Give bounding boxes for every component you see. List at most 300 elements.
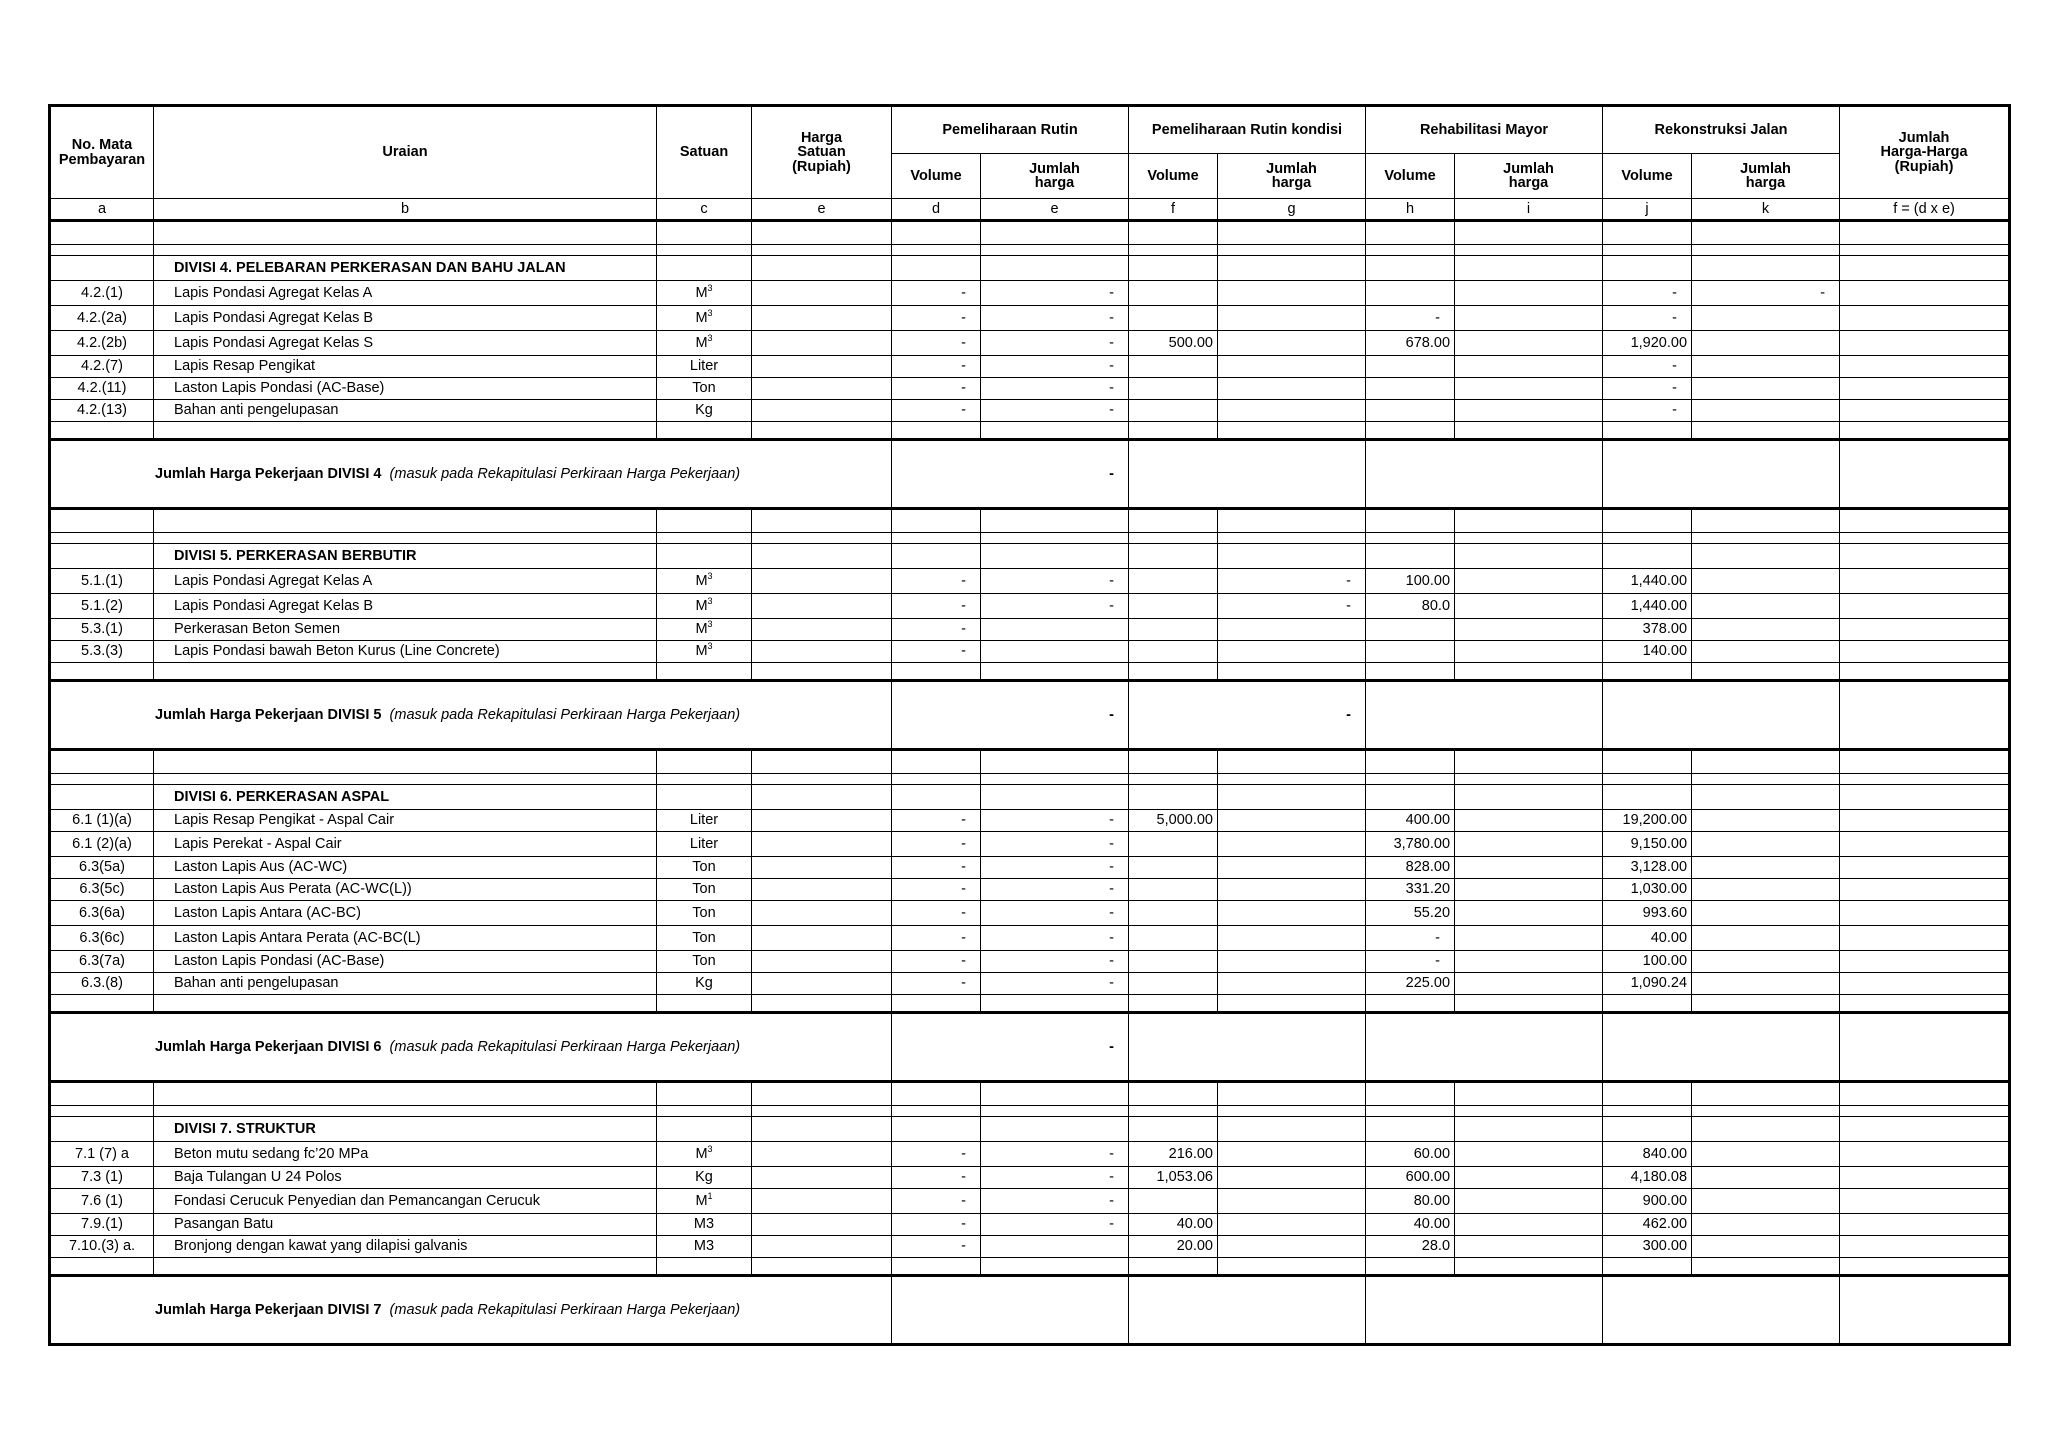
value-cell: - bbox=[892, 832, 981, 857]
total-note-text: (masuk pada Rekapitulasi Perkiraan Harga Pekerjaan) bbox=[389, 1301, 741, 1318]
empty-cell bbox=[1840, 995, 2010, 1013]
value-cell: 4,180.08 bbox=[1603, 1167, 1692, 1189]
empty-cell bbox=[1603, 750, 1692, 774]
empty-cell bbox=[1840, 663, 2010, 681]
empty-cell bbox=[752, 422, 892, 440]
value-cell: 28.0 bbox=[1366, 1236, 1455, 1258]
value-cell bbox=[1455, 1167, 1603, 1189]
value-cell bbox=[1840, 331, 2010, 356]
value-cell: - bbox=[1366, 951, 1455, 973]
empty-cell bbox=[1692, 663, 1840, 681]
item-description: Bahan anti pengelupasan bbox=[154, 400, 657, 422]
total-label-text: Jumlah Harga Pekerjaan DIVISI 6 bbox=[155, 1038, 382, 1055]
empty-cell bbox=[892, 785, 981, 810]
empty-cell bbox=[1366, 785, 1455, 810]
value-cell: 500.00 bbox=[1129, 331, 1218, 356]
empty-cell bbox=[1218, 1082, 1366, 1106]
value-cell: 1,053.06 bbox=[1129, 1167, 1218, 1189]
item-unit bbox=[657, 641, 752, 663]
value-cell bbox=[1455, 951, 1603, 973]
item-unit bbox=[657, 306, 752, 331]
empty-cell bbox=[981, 785, 1129, 810]
empty-cell bbox=[1603, 256, 1692, 281]
value-cell bbox=[1455, 331, 1603, 356]
empty-cell bbox=[1603, 785, 1692, 810]
empty-cell bbox=[1603, 509, 1692, 533]
item-description: Pasangan Batu bbox=[154, 1214, 657, 1236]
total-label-text: Jumlah Harga Pekerjaan DIVISI 7 bbox=[155, 1301, 382, 1318]
empty-cell bbox=[1692, 533, 1840, 544]
value-cell bbox=[1692, 1167, 1840, 1189]
value-cell: 462.00 bbox=[1603, 1214, 1692, 1236]
value-cell bbox=[1692, 901, 1840, 926]
value-cell bbox=[1692, 306, 1840, 331]
empty-cell bbox=[657, 256, 752, 281]
value-cell: 331.20 bbox=[1366, 879, 1455, 901]
spacer-row bbox=[50, 533, 2010, 544]
value-cell bbox=[752, 810, 892, 832]
col-letter: f bbox=[1129, 199, 1218, 221]
value-cell bbox=[752, 1167, 892, 1189]
empty-cell bbox=[1366, 1117, 1455, 1142]
division-heading-row bbox=[50, 544, 2010, 569]
empty-cell bbox=[752, 785, 892, 810]
col-letter: c bbox=[657, 199, 752, 221]
empty-cell bbox=[1603, 663, 1692, 681]
value-cell bbox=[1129, 1189, 1218, 1214]
item-description: Lapis Pondasi Agregat Kelas A bbox=[154, 569, 657, 594]
unit-label: M3 bbox=[693, 1238, 715, 1255]
empty-cell bbox=[752, 1117, 892, 1142]
value-cell: 993.60 bbox=[1603, 901, 1692, 926]
empty-cell bbox=[154, 663, 657, 681]
empty-cell bbox=[1218, 544, 1366, 569]
item-number: 4.2.(13) bbox=[50, 400, 154, 422]
item-unit bbox=[657, 378, 752, 400]
value-cell bbox=[752, 594, 892, 619]
value-cell bbox=[1840, 1214, 2010, 1236]
item-number: 6.3.(8) bbox=[50, 973, 154, 995]
empty-cell bbox=[1129, 785, 1218, 810]
table-row bbox=[50, 281, 2010, 306]
value-cell bbox=[1218, 1142, 1366, 1167]
value-cell bbox=[1218, 356, 1366, 378]
item-number: 7.3 (1) bbox=[50, 1167, 154, 1189]
empty-cell bbox=[657, 221, 752, 245]
division-total-value bbox=[1603, 1276, 1840, 1345]
value-cell bbox=[1455, 901, 1603, 926]
division-total-value bbox=[1603, 1013, 1840, 1082]
table-row bbox=[50, 594, 2010, 619]
empty-cell bbox=[752, 509, 892, 533]
value-cell bbox=[1692, 356, 1840, 378]
value-cell: 60.00 bbox=[1366, 1142, 1455, 1167]
empty-cell bbox=[981, 256, 1129, 281]
empty-cell bbox=[1455, 663, 1603, 681]
empty-cell bbox=[1692, 995, 1840, 1013]
empty-cell bbox=[981, 774, 1129, 785]
empty-cell bbox=[1366, 1106, 1455, 1117]
table-row bbox=[50, 857, 2010, 879]
unit-label: Ton bbox=[692, 380, 716, 397]
value-cell bbox=[752, 356, 892, 378]
item-unit bbox=[657, 400, 752, 422]
value-cell: - bbox=[1366, 926, 1455, 951]
empty-cell bbox=[1366, 774, 1455, 785]
empty-cell bbox=[1129, 509, 1218, 533]
value-cell bbox=[1455, 973, 1603, 995]
value-cell: - bbox=[892, 331, 981, 356]
item-description: Fondasi Cerucuk Penyedian dan Pemancangan Cerucuk bbox=[154, 1189, 657, 1214]
empty-cell bbox=[892, 422, 981, 440]
item-unit bbox=[657, 281, 752, 306]
empty-cell bbox=[1218, 1106, 1366, 1117]
empty-cell bbox=[1218, 663, 1366, 681]
empty-cell bbox=[1129, 422, 1218, 440]
table-row bbox=[50, 1142, 2010, 1167]
value-cell bbox=[752, 378, 892, 400]
empty-cell bbox=[1840, 422, 2010, 440]
value-cell bbox=[1129, 879, 1218, 901]
empty-cell bbox=[657, 785, 752, 810]
value-cell bbox=[1218, 810, 1366, 832]
item-number: 6.3(5c) bbox=[50, 879, 154, 901]
unit-exponent: 3 bbox=[707, 595, 713, 606]
item-description: Bronjong dengan kawat yang dilapisi galvanis bbox=[154, 1236, 657, 1258]
item-unit bbox=[657, 926, 752, 951]
value-cell bbox=[981, 641, 1129, 663]
value-cell: 140.00 bbox=[1603, 641, 1692, 663]
empty-cell bbox=[1129, 1117, 1218, 1142]
value-cell: - bbox=[892, 1167, 981, 1189]
col-letter: i bbox=[1455, 199, 1603, 221]
item-unit bbox=[657, 832, 752, 857]
value-cell: 900.00 bbox=[1603, 1189, 1692, 1214]
empty-cell bbox=[981, 509, 1129, 533]
empty-cell bbox=[1603, 774, 1692, 785]
value-cell bbox=[1840, 281, 2010, 306]
table-row bbox=[50, 1214, 2010, 1236]
item-number: 6.3(6c) bbox=[50, 926, 154, 951]
value-cell bbox=[1129, 973, 1218, 995]
item-description: Perkerasan Beton Semen bbox=[154, 619, 657, 641]
value-cell bbox=[1129, 378, 1218, 400]
value-cell bbox=[1840, 901, 2010, 926]
table-row bbox=[50, 331, 2010, 356]
value-cell bbox=[1129, 926, 1218, 951]
value-cell: 55.20 bbox=[1366, 901, 1455, 926]
table-row bbox=[50, 306, 2010, 331]
unit-label: Ton bbox=[692, 904, 716, 921]
value-cell bbox=[1692, 400, 1840, 422]
value-cell bbox=[1840, 951, 2010, 973]
value-cell bbox=[1366, 641, 1455, 663]
value-cell bbox=[1129, 594, 1218, 619]
item-unit bbox=[657, 1236, 752, 1258]
value-cell bbox=[1455, 306, 1603, 331]
empty-cell bbox=[752, 544, 892, 569]
value-cell: 1,030.00 bbox=[1603, 879, 1692, 901]
value-cell bbox=[1692, 879, 1840, 901]
group-pemeliharaan-rutin-kondisi: Pemeliharaan Rutin kondisi bbox=[1129, 106, 1366, 154]
item-number: 4.2.(2a) bbox=[50, 306, 154, 331]
value-cell: - bbox=[892, 1189, 981, 1214]
value-cell bbox=[1840, 1189, 2010, 1214]
empty-cell bbox=[981, 245, 1129, 256]
empty-cell bbox=[657, 509, 752, 533]
division-title: DIVISI 4. PELEBARAN PERKERASAN DAN BAHU JALAN bbox=[154, 256, 657, 281]
value-cell bbox=[752, 951, 892, 973]
empty-cell bbox=[1692, 774, 1840, 785]
value-cell: - bbox=[892, 1214, 981, 1236]
division-total-value bbox=[1366, 1276, 1603, 1345]
value-cell: - bbox=[1603, 281, 1692, 306]
value-cell bbox=[1129, 619, 1218, 641]
empty-cell bbox=[154, 509, 657, 533]
value-cell: 20.00 bbox=[1129, 1236, 1218, 1258]
division-total-value bbox=[1840, 681, 2010, 750]
empty-cell bbox=[1218, 995, 1366, 1013]
value-cell: - bbox=[981, 331, 1129, 356]
empty-cell bbox=[1366, 422, 1455, 440]
value-cell: 300.00 bbox=[1603, 1236, 1692, 1258]
empty-cell bbox=[50, 663, 154, 681]
item-number: 6.3(5a) bbox=[50, 857, 154, 879]
value-cell: - bbox=[1603, 378, 1692, 400]
item-unit bbox=[657, 1189, 752, 1214]
division-total-value bbox=[1366, 681, 1603, 750]
unit-label: Ton bbox=[692, 859, 716, 876]
empty-cell bbox=[1840, 1258, 2010, 1276]
item-number: 5.3.(1) bbox=[50, 619, 154, 641]
col-letter: j bbox=[1603, 199, 1692, 221]
division-title: DIVISI 7. STRUKTUR bbox=[154, 1117, 657, 1142]
empty-cell bbox=[1455, 1117, 1603, 1142]
empty-cell bbox=[752, 750, 892, 774]
unit-label: M bbox=[695, 334, 708, 351]
value-cell bbox=[752, 306, 892, 331]
value-cell bbox=[1840, 641, 2010, 663]
item-number: 4.2.(11) bbox=[50, 378, 154, 400]
item-unit bbox=[657, 356, 752, 378]
empty-cell bbox=[1455, 509, 1603, 533]
empty-cell bbox=[1603, 245, 1692, 256]
value-cell: 80.00 bbox=[1366, 1189, 1455, 1214]
empty-cell bbox=[752, 1106, 892, 1117]
col-harga-satuan-header: Harga Satuan (Rupiah) bbox=[752, 106, 892, 199]
empty-cell bbox=[50, 1106, 154, 1117]
empty-cell bbox=[1218, 509, 1366, 533]
value-cell bbox=[752, 1189, 892, 1214]
item-description: Laston Lapis Aus (AC-WC) bbox=[154, 857, 657, 879]
item-unit bbox=[657, 951, 752, 973]
value-cell: - bbox=[981, 901, 1129, 926]
empty-cell bbox=[657, 1082, 752, 1106]
empty-cell bbox=[657, 774, 752, 785]
value-cell bbox=[1218, 1189, 1366, 1214]
empty-cell bbox=[1366, 509, 1455, 533]
value-cell bbox=[1840, 810, 2010, 832]
empty-cell bbox=[1840, 1082, 2010, 1106]
value-cell bbox=[1840, 1236, 2010, 1258]
item-description: Laston Lapis Pondasi (AC-Base) bbox=[154, 378, 657, 400]
unit-exponent: 3 bbox=[707, 282, 713, 293]
empty-cell bbox=[657, 1106, 752, 1117]
value-cell: - bbox=[892, 356, 981, 378]
empty-cell bbox=[1218, 750, 1366, 774]
value-cell bbox=[752, 641, 892, 663]
value-cell bbox=[1840, 973, 2010, 995]
empty-cell bbox=[50, 544, 154, 569]
empty-cell bbox=[1129, 245, 1218, 256]
empty-cell bbox=[892, 1258, 981, 1276]
empty-cell bbox=[752, 1258, 892, 1276]
empty-cell bbox=[1455, 750, 1603, 774]
value-cell bbox=[752, 926, 892, 951]
total-label-text: Jumlah Harga Pekerjaan DIVISI 5 bbox=[155, 706, 382, 723]
empty-cell bbox=[154, 774, 657, 785]
item-unit bbox=[657, 569, 752, 594]
empty-cell bbox=[1129, 1082, 1218, 1106]
value-cell bbox=[1692, 619, 1840, 641]
item-description: Laston Lapis Pondasi (AC-Base) bbox=[154, 951, 657, 973]
empty-cell bbox=[1455, 995, 1603, 1013]
empty-cell bbox=[1840, 750, 2010, 774]
value-cell: 100.00 bbox=[1366, 569, 1455, 594]
value-cell bbox=[1692, 973, 1840, 995]
empty-cell bbox=[1366, 533, 1455, 544]
group-rekonstruksi-jalan: Rekonstruksi Jalan bbox=[1603, 106, 1840, 154]
cost-estimate-table bbox=[48, 104, 2011, 1346]
value-cell bbox=[1129, 901, 1218, 926]
unit-label: M bbox=[695, 1192, 708, 1209]
item-description: Lapis Pondasi bawah Beton Kurus (Line Concrete) bbox=[154, 641, 657, 663]
value-cell: - bbox=[1692, 281, 1840, 306]
empty-cell bbox=[752, 533, 892, 544]
value-cell: - bbox=[892, 810, 981, 832]
unit-label: Liter bbox=[689, 812, 719, 829]
table-row bbox=[50, 926, 2010, 951]
empty-cell bbox=[892, 245, 981, 256]
empty-cell bbox=[1366, 1258, 1455, 1276]
unit-label: Kg bbox=[695, 1169, 713, 1186]
value-cell bbox=[1455, 569, 1603, 594]
group-pemeliharaan-rutin: Pemeliharaan Rutin bbox=[892, 106, 1129, 154]
table-body bbox=[50, 221, 2010, 1345]
empty-cell bbox=[1603, 544, 1692, 569]
value-cell: - bbox=[981, 1214, 1129, 1236]
unit-label: M bbox=[695, 1145, 708, 1162]
empty-cell bbox=[50, 509, 154, 533]
value-cell: - bbox=[981, 879, 1129, 901]
table-row bbox=[50, 832, 2010, 857]
division-total-value bbox=[1366, 1013, 1603, 1082]
value-cell bbox=[1455, 1236, 1603, 1258]
volume-header: Volume bbox=[892, 154, 981, 199]
empty-cell bbox=[50, 422, 154, 440]
col-letter: a bbox=[50, 199, 154, 221]
value-cell: - bbox=[892, 378, 981, 400]
volume-header: Volume bbox=[1129, 154, 1218, 199]
unit-label: Liter bbox=[689, 358, 719, 375]
empty-cell bbox=[1455, 774, 1603, 785]
item-unit bbox=[657, 810, 752, 832]
value-cell: - bbox=[981, 400, 1129, 422]
value-cell: - bbox=[981, 378, 1129, 400]
volume-header: Volume bbox=[1366, 154, 1455, 199]
item-number: 7.9.(1) bbox=[50, 1214, 154, 1236]
division-total-label bbox=[50, 1276, 892, 1345]
empty-cell bbox=[50, 533, 154, 544]
empty-cell bbox=[1366, 995, 1455, 1013]
value-cell: - bbox=[892, 951, 981, 973]
value-cell bbox=[752, 619, 892, 641]
division-total-value: - bbox=[1129, 681, 1366, 750]
jumlah-harga-header: Jumlah harga bbox=[981, 154, 1129, 199]
value-cell: - bbox=[892, 281, 981, 306]
volume-header: Volume bbox=[1603, 154, 1692, 199]
unit-exponent: 3 bbox=[707, 570, 713, 581]
empty-cell bbox=[154, 422, 657, 440]
value-cell bbox=[1692, 1214, 1840, 1236]
value-cell: - bbox=[892, 400, 981, 422]
value-cell bbox=[1840, 594, 2010, 619]
empty-cell bbox=[892, 1117, 981, 1142]
item-unit bbox=[657, 594, 752, 619]
value-cell bbox=[1692, 810, 1840, 832]
value-cell: - bbox=[892, 619, 981, 641]
item-unit bbox=[657, 1142, 752, 1167]
empty-cell bbox=[1455, 785, 1603, 810]
table-row bbox=[50, 400, 2010, 422]
empty-cell bbox=[1455, 245, 1603, 256]
division-total-value bbox=[1603, 440, 1840, 509]
division-total-row bbox=[50, 440, 2010, 509]
unit-label: M bbox=[695, 621, 708, 638]
col-uraian-header: Uraian bbox=[154, 106, 657, 199]
empty-cell bbox=[752, 995, 892, 1013]
item-description: Lapis Resap Pengikat bbox=[154, 356, 657, 378]
value-cell bbox=[1840, 569, 2010, 594]
value-cell: - bbox=[981, 810, 1129, 832]
col-letter: d bbox=[892, 199, 981, 221]
value-cell bbox=[1129, 356, 1218, 378]
item-description: Lapis Resap Pengikat - Aspal Cair bbox=[154, 810, 657, 832]
empty-cell bbox=[752, 774, 892, 785]
value-cell bbox=[1218, 1214, 1366, 1236]
value-cell: - bbox=[892, 306, 981, 331]
empty-cell bbox=[50, 221, 154, 245]
value-cell bbox=[1692, 832, 1840, 857]
empty-cell bbox=[1692, 509, 1840, 533]
empty-cell bbox=[1129, 533, 1218, 544]
value-cell bbox=[1692, 1236, 1840, 1258]
col-letter: b bbox=[154, 199, 657, 221]
empty-cell bbox=[1129, 995, 1218, 1013]
item-unit bbox=[657, 901, 752, 926]
value-cell: - bbox=[981, 281, 1129, 306]
item-unit bbox=[657, 1214, 752, 1236]
empty-cell bbox=[892, 1106, 981, 1117]
table-row bbox=[50, 569, 2010, 594]
spacer-row bbox=[50, 422, 2010, 440]
division-total-value bbox=[1129, 440, 1366, 509]
division-total-value bbox=[1603, 681, 1840, 750]
value-cell: 9,150.00 bbox=[1603, 832, 1692, 857]
total-note-text: (masuk pada Rekapitulasi Perkiraan Harga Pekerjaan) bbox=[389, 1038, 741, 1055]
value-cell bbox=[981, 619, 1129, 641]
item-number: 4.2.(1) bbox=[50, 281, 154, 306]
